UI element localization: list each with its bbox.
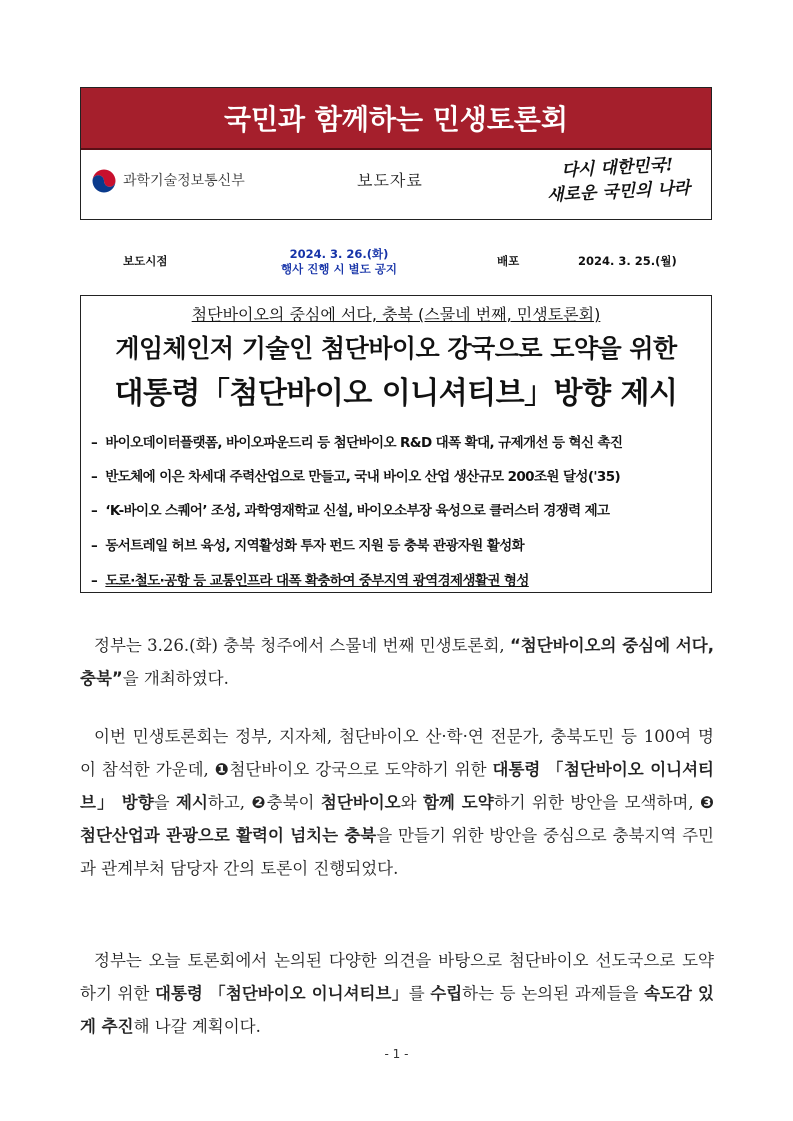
main-title-line-2: 대통령「첨단바이오 이니셔티브」방향 제시 (114, 376, 678, 411)
distribution-date: 2024. 3. 25.(월) (578, 254, 677, 268)
bold-run: 대통령 「첨단바이오 이니셔티브」 (155, 984, 409, 1003)
header-banner (81, 88, 711, 150)
bullet-marker: – (91, 435, 98, 451)
bullet-text: 동서트레일 허브 육성, 지역활성화 투자 펀드 지원 등 충북 관광자원 활성화 (105, 538, 525, 554)
bold-run: 대통령 「첨단바이오 이니셔티브」 방향 (80, 760, 714, 812)
distribution-label: 배포 (497, 254, 520, 268)
release-date: 2024. 3. 26.(화) (289, 247, 389, 261)
text-run: 해 나갈 계획이다. (133, 1017, 261, 1036)
bullet-marker: – (91, 573, 98, 589)
document-type: 보도자료 (357, 171, 423, 190)
bold-run: ❸첨단산업과 관광으로 활력이 넘치는 충북 (80, 793, 714, 845)
bold-run: 첨단바이오 (320, 793, 401, 812)
header-box (80, 87, 712, 220)
release-label: 보도시점 (123, 254, 168, 268)
bullet-marker: – (91, 503, 98, 519)
summary-bullet (91, 431, 703, 451)
number-marker: ❷ (251, 793, 267, 812)
text-run: 정부는 3.26.(화) 충북 청주에서 스물네 번째 민생토론회, (94, 636, 510, 655)
bullet-marker: – (91, 538, 98, 554)
ministry-name: 과학기술정보통신부 (123, 173, 245, 189)
bold-run: “첨단바이오의 중심에 서다, 충북” (80, 636, 714, 688)
text-run: 를 (408, 984, 431, 1003)
bold-run: 속도감 있게 추진 (80, 984, 714, 1036)
text-run: 충북이 (266, 793, 321, 812)
text-run: 첨단바이오 강국으로 도약하기 위한 (229, 760, 493, 779)
summary-subtitle: 첨단바이오의 중심에 서다, 충북 (스물네 번째, 민생토론회) (191, 305, 601, 324)
bold-run: 수립 (430, 984, 463, 1003)
text-run: 하고, (207, 793, 252, 812)
main-title-line-1: 게임체인저 기술인 첨단바이오 강국으로 도약을 위한 (115, 334, 677, 363)
text-run: 와 (400, 793, 423, 812)
release-note: 행사 진행 시 별도 공지 (281, 262, 397, 276)
summary-bullet (91, 534, 703, 554)
header-row (81, 150, 711, 220)
banner-title: 국민과 함께하는 민생토론회 (223, 103, 569, 136)
slogan-line-1: 다시 대한민국! (560, 155, 674, 181)
text-run: 을 (153, 793, 177, 812)
bullet-marker: – (91, 469, 98, 485)
text-run: 을 만들기 위한 방안을 중심으로 충북지역 주민과 관계부처 담당자 간의 토론이 진행되었다. (80, 826, 714, 878)
summary-bullet (91, 499, 703, 519)
bold-run: 제시 (176, 793, 208, 812)
number-marker: ❶ (214, 760, 230, 779)
bullet-text: ‘K-바이오 스퀘어’ 조성, 과학영재학교 신설, 바이오소부장 육성으로 클러스터 경쟁력 제고 (105, 503, 610, 519)
slogan (532, 152, 704, 209)
bold-run: 함께 도약 (422, 793, 494, 812)
government-logo-icon (91, 168, 117, 194)
slogan-line-2: 새로운 국민의 나라 (546, 178, 691, 206)
text-run: 이번 민생토론회는 정부, 지자체, 첨단바이오 산·학·연 전문가, 충북도민 등 100여 명이 참석한 가운데, (80, 727, 714, 779)
text-run: 하는 등 논의된 과제들을 (462, 984, 645, 1003)
text-run: 정부는 오늘 토론회에서 논의된 다양한 의견을 바탕으로 첨단바이오 선도국으로 도약하기 위한 (80, 951, 714, 1003)
bullet-text: 반도체에 이은 차세대 주력산업으로 만들고, 국내 바이오 산업 생산규모 200조원 달성('35) (105, 469, 621, 485)
bullet-text: 도로·철도·공항 등 교통인프라 대폭 확충하여 중부지역 광역경제생활권 형성 (105, 573, 529, 589)
page-number: - 1 - (384, 1047, 409, 1061)
body-paragraph-2 (80, 720, 714, 885)
text-run: 을 개최하였다. (122, 669, 229, 688)
summary-bullet (91, 569, 703, 589)
body-paragraph-1 (80, 629, 714, 695)
text-run: 하기 위한 방안을 모색하며, (493, 793, 701, 812)
body-paragraph-3 (80, 944, 714, 1043)
bullet-text: 바이오데이터플랫폼, 바이오파운드리 등 첨단바이오 R&D 대폭 확대, 규제개선 등 혁신 촉진 (105, 435, 623, 451)
summary-box (80, 295, 712, 593)
summary-bullet (91, 465, 703, 485)
